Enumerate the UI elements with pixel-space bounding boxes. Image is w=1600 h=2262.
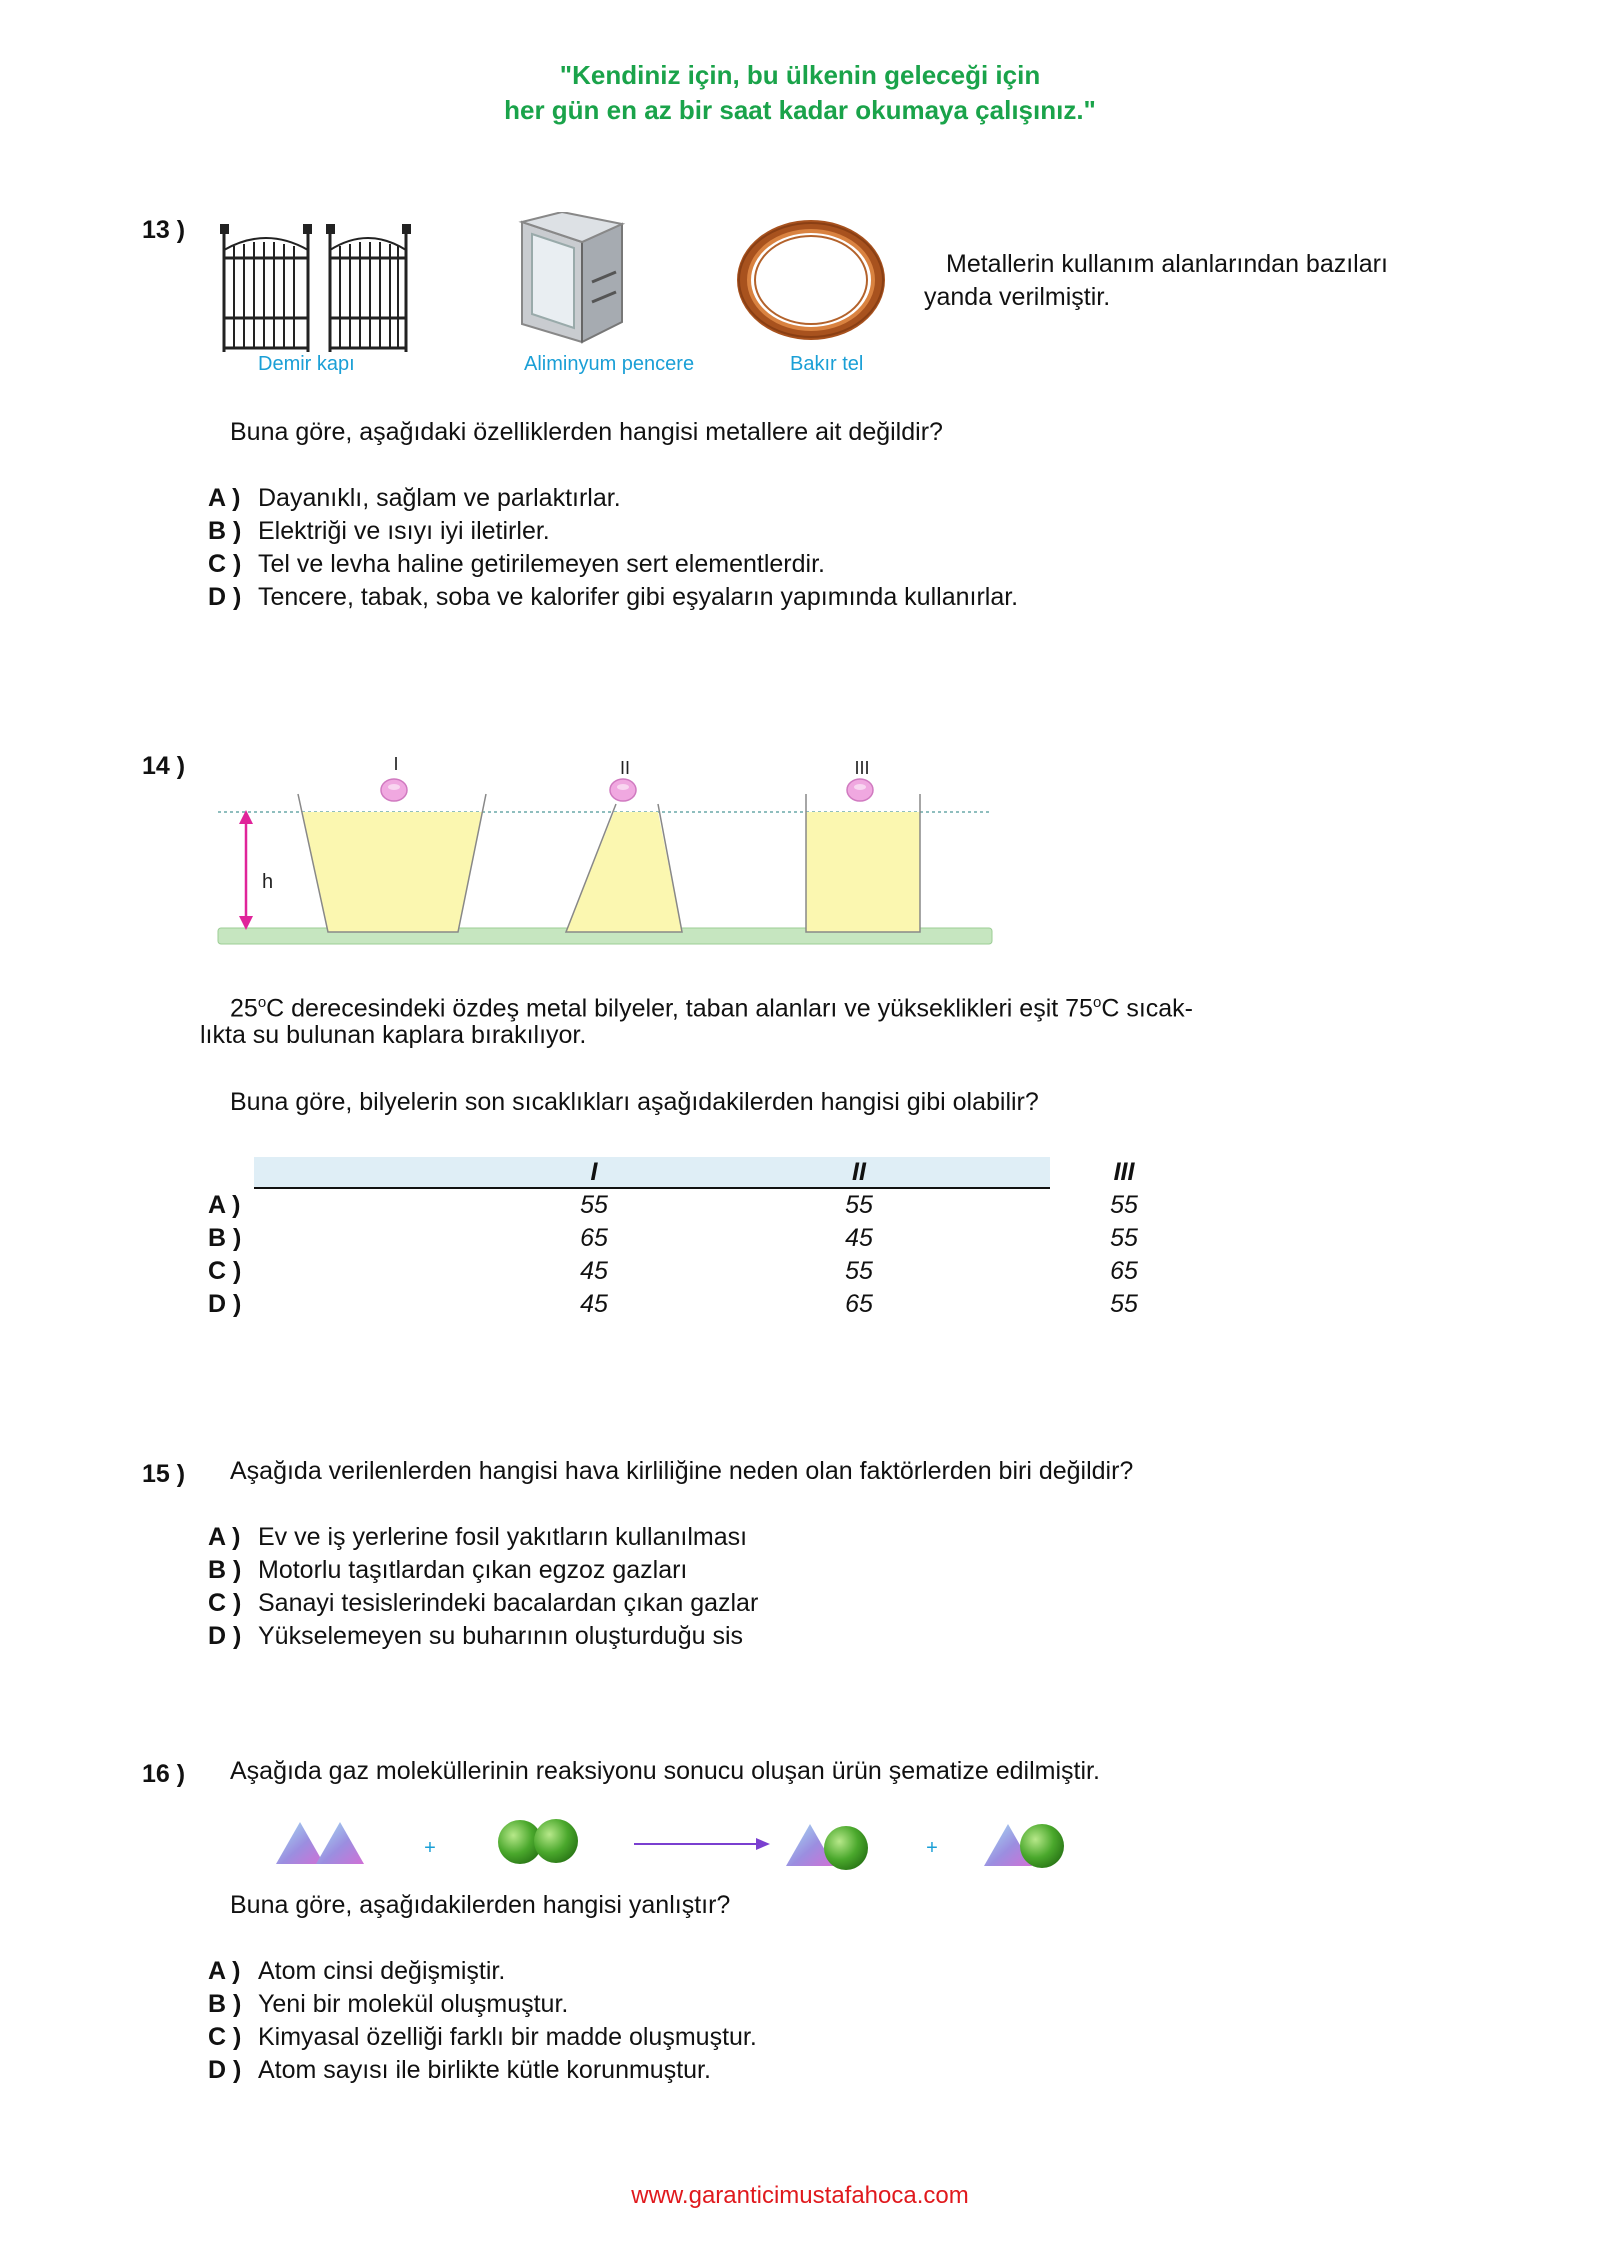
cell: 55	[1110, 1191, 1138, 1219]
table-header-3: III	[1113, 1158, 1135, 1186]
temp-start: 25	[230, 994, 258, 1023]
option-letter: A )	[208, 1957, 241, 1985]
option-letter: C )	[208, 2023, 242, 2051]
motto-line-1: "Kendiniz için, bu ülkenin geleceği için	[559, 60, 1041, 90]
question-13-number: 13 )	[142, 216, 186, 244]
question-15-number: 15 )	[142, 1460, 186, 1488]
table-header-1: I	[590, 1158, 598, 1186]
cell: 45	[580, 1290, 608, 1318]
q13-option-a[interactable]	[208, 482, 621, 515]
plus-sign-1: +	[424, 1837, 436, 1859]
table-row-c[interactable]	[208, 1255, 1138, 1288]
cell: 65	[845, 1290, 873, 1318]
table-header-2: II	[852, 1158, 866, 1186]
option-letter: A )	[208, 484, 241, 512]
containers-diagram	[210, 750, 1010, 950]
cell: 65	[1110, 1257, 1138, 1285]
option-text: Elektriği ve ısıyı iyi iletirler.	[258, 517, 550, 545]
option-letter: B )	[208, 1990, 242, 2018]
q15-option-a[interactable]	[208, 1521, 747, 1554]
cell: 55	[845, 1191, 873, 1219]
table-row-a[interactable]	[208, 1189, 1138, 1222]
cell: 45	[580, 1257, 608, 1285]
option-letter: B )	[208, 517, 242, 545]
option-letter: B )	[208, 1556, 242, 1584]
option-letter: A )	[208, 1523, 241, 1551]
degree-sup-2: o	[1092, 994, 1102, 1011]
motto-line-2: her gün en az bir saat kadar okumaya çalışınız."	[504, 95, 1096, 125]
option-letter: C )	[208, 550, 242, 578]
q16-option-b[interactable]	[208, 1988, 568, 2021]
q15-option-d[interactable]	[208, 1620, 743, 1653]
option-text: Sanayi tesislerindeki bacalardan çıkan gazlar	[258, 1589, 759, 1617]
cell: 55	[845, 1257, 873, 1285]
q13-question: Buna göre, aşağıdaki özelliklerden hangisi metallere ait değildir?	[230, 418, 943, 446]
option-letter: D )	[208, 1622, 242, 1650]
container-label-1: I	[393, 754, 399, 774]
q13-intro-line-1: Metallerin kullanım alanlarından bazıları	[946, 250, 1388, 278]
answer-table-header	[254, 1157, 1135, 1189]
caption-copper-wire: Bakır tel	[790, 353, 864, 375]
cell: 55	[1110, 1290, 1138, 1318]
q14-question: Buna göre, bilyelerin son sıcaklıkları aşağıdakilerden hangisi gibi olabilir?	[230, 1088, 1039, 1116]
table-row-d[interactable]	[208, 1288, 1138, 1321]
option-text: Tel ve levha haline getirilemeyen sert elementlerdir.	[258, 550, 825, 578]
q16-question: Buna göre, aşağıdakilerden hangisi yanlıştır?	[230, 1891, 731, 1919]
q15-option-b[interactable]	[208, 1554, 687, 1587]
row-letter: C )	[208, 1257, 242, 1285]
cell: 45	[845, 1224, 873, 1252]
option-letter: D )	[208, 2056, 242, 2084]
aluminium-window-image	[512, 212, 642, 352]
text-segment-end: C sıcak-	[1101, 994, 1193, 1023]
cell: 55	[1110, 1224, 1138, 1252]
cell: 55	[580, 1191, 608, 1219]
option-text: Atom cinsi değişmiştir.	[258, 1957, 506, 1985]
q15-question: Aşağıda verilenlerden hangisi hava kirliliğine neden olan faktörlerden biri değildir?	[230, 1457, 1134, 1485]
row-letter: B )	[208, 1224, 242, 1252]
q13-intro-line-2: yanda verilmiştir.	[924, 283, 1111, 311]
degree-sup-1: o	[257, 994, 267, 1011]
reaction-diagram	[270, 1808, 1070, 1884]
question-14-number: 14 )	[142, 752, 186, 780]
question-16-number: 16 )	[142, 1760, 186, 1788]
text-segment: C derecesindeki özdeş metal bilyeler, taban alanları ve yükseklikleri eşit 75	[266, 994, 1093, 1023]
option-text: Kimyasal özelliği farklı bir madde oluşmuştur.	[258, 2023, 757, 2051]
caption-iron-gate: Demir kapı	[258, 353, 355, 375]
q14-text-line-2: lıkta su bulunan kaplara bırakılıyor.	[200, 1021, 587, 1049]
height-label: h	[262, 871, 274, 893]
container-label-3: III	[854, 758, 870, 778]
container-label-2: II	[619, 758, 631, 778]
q16-option-d[interactable]	[208, 2054, 711, 2087]
row-letter: D )	[208, 1290, 242, 1318]
option-text: Yeni bir molekül oluşmuştur.	[258, 1990, 569, 2018]
q13-option-d[interactable]	[208, 581, 1018, 614]
option-text: Yükselemeyen su buharının oluşturduğu sis	[258, 1622, 744, 1650]
q15-option-c[interactable]	[208, 1587, 758, 1620]
cell: 65	[580, 1224, 608, 1252]
q13-option-b[interactable]	[208, 515, 550, 548]
footer-website-link[interactable]: www.garanticimustafahoca.com	[631, 2182, 969, 2209]
row-letter: A )	[208, 1191, 241, 1219]
iron-gate-image	[218, 218, 414, 358]
option-text: Dayanıklı, sağlam ve parlaktırlar.	[258, 484, 621, 512]
copper-wire-image	[736, 220, 886, 340]
option-text: Atom sayısı ile birlikte kütle korunmuştur.	[258, 2056, 711, 2084]
q16-option-a[interactable]	[208, 1955, 505, 1988]
option-letter: C )	[208, 1589, 242, 1617]
option-text: Ev ve iş yerlerine fosil yakıtların kullanılması	[258, 1523, 748, 1551]
option-text: Tencere, tabak, soba ve kalorifer gibi eşyaların yapımında kullanırlar.	[258, 583, 1019, 611]
q16-intro: Aşağıda gaz moleküllerinin reaksiyonu sonucu oluşan ürün şematize edilmiştir.	[230, 1757, 1100, 1785]
plus-sign-2: +	[926, 1837, 938, 1859]
option-text: Motorlu taşıtlardan çıkan egzoz gazları	[258, 1556, 688, 1584]
q13-option-c[interactable]	[208, 548, 825, 581]
option-letter: D )	[208, 583, 242, 611]
caption-aluminium-window: Aliminyum pencere	[524, 353, 695, 375]
q16-option-c[interactable]	[208, 2021, 757, 2054]
table-row-b[interactable]	[208, 1222, 1138, 1255]
